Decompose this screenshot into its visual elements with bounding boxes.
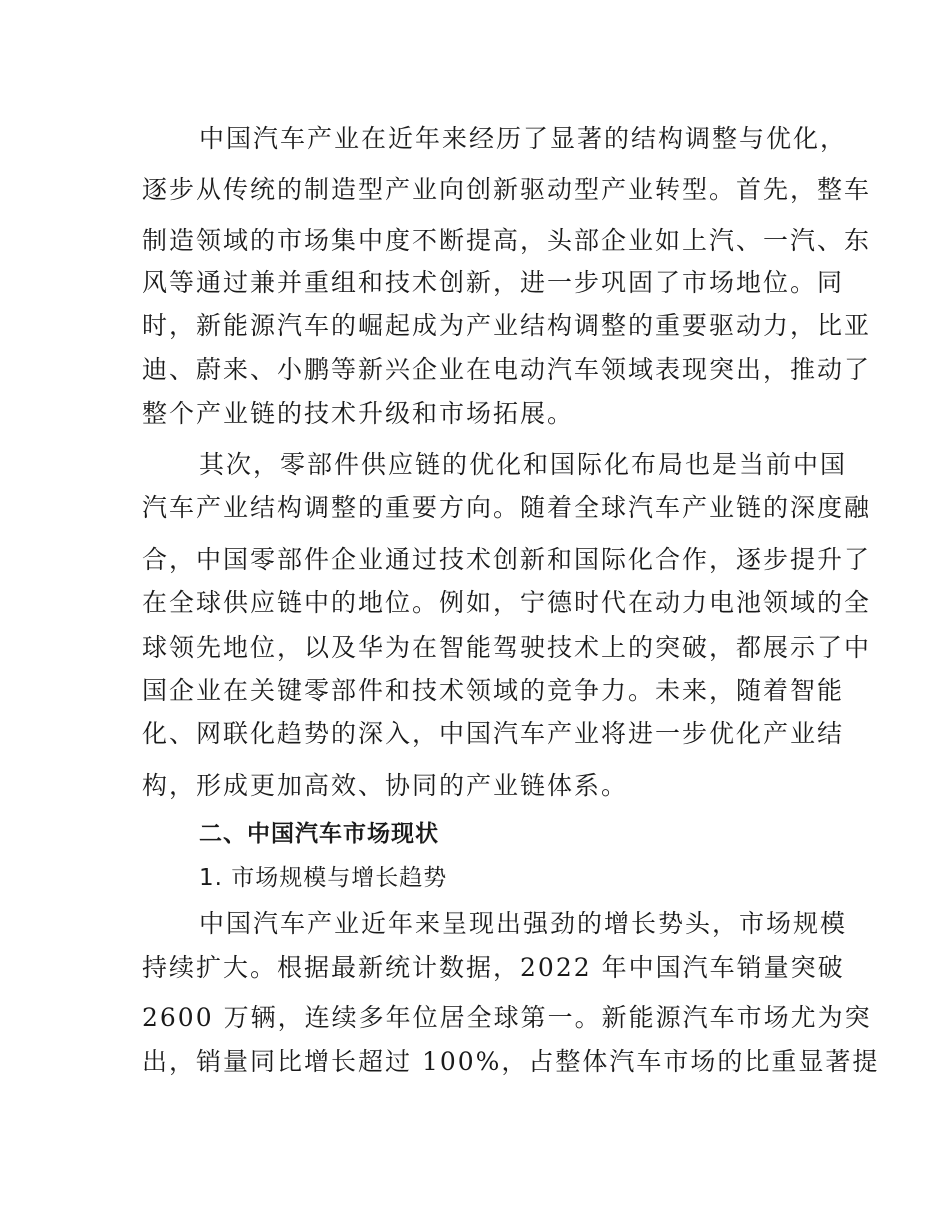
paragraph-2-line: 化、网联化趋势的深入，中国汽车产业将进一步优化产业结: [142, 719, 845, 748]
paragraph-3-line: 中国汽车产业近年来呈现出强劲的增长势头，市场规模: [199, 909, 848, 938]
paragraph-1-line: 时，新能源汽车的崛起成为产业结构调整的重要驱动力，比亚: [142, 311, 872, 340]
paragraph-1-line: 整个产业链的技术升级和市场拓展。: [142, 399, 575, 428]
paragraph-3-line: 持续扩大。根据最新统计数据，2022 年中国汽车销量突破: [142, 953, 845, 982]
paragraph-1-line: 风等通过兼并重组和技术创新，进一步巩固了市场地位。同: [142, 268, 845, 297]
paragraph-3-line: 2600 万辆，连续多年位居全球第一。新能源汽车市场尤为突: [142, 1003, 872, 1032]
paragraph-1-line: 逐步从传统的制造型产业向创新驱动型产业转型。首先，整车: [142, 175, 872, 204]
paragraph-2-line: 合，中国零部件企业通过技术创新和国际化合作，逐步提升了: [142, 545, 872, 574]
paragraph-1-line: 迪、蔚来、小鹏等新兴企业在电动汽车领域表现突出，推动了: [142, 355, 872, 384]
paragraph-3-line: 出，销量同比增长超过 100%，占整体汽车市场的比重显著提: [142, 1047, 880, 1076]
paragraph-2-line: 在全球供应链中的地位。例如，宁德时代在动力电池领域的全: [142, 588, 872, 617]
paragraph-1-line: 制造领域的市场集中度不断提高，头部企业如上汽、一汽、东: [142, 226, 872, 255]
paragraph-2-line: 构，形成更加高效、协同的产业链体系。: [142, 771, 629, 800]
paragraph-2-line: 球领先地位，以及华为在智能驾驶技术上的突破，都展示了中: [142, 633, 872, 662]
section-heading: 二、中国汽车市场现状: [199, 821, 439, 847]
paragraph-2-line: 国企业在关键零部件和技术领域的竞争力。未来，随着智能: [142, 676, 845, 705]
paragraph-2-line: 汽车产业结构调整的重要方向。随着全球汽车产业链的深度融: [142, 493, 872, 522]
paragraph-1-line: 中国汽车产业在近年来经历了显著的结构调整与优化，: [199, 124, 848, 153]
subsection-heading: 1. 市场规模与增长趋势: [199, 865, 448, 891]
paragraph-2-line: 其次，零部件供应链的优化和国际化布局也是当前中国: [199, 450, 848, 479]
